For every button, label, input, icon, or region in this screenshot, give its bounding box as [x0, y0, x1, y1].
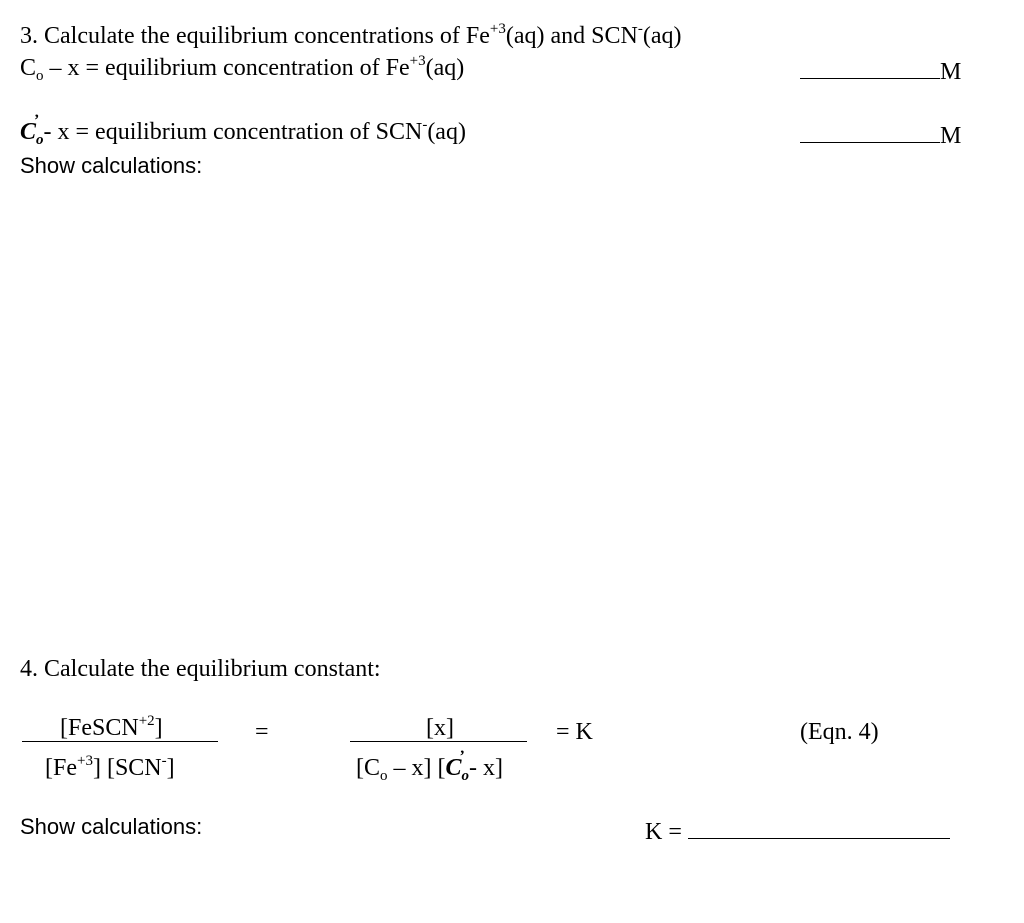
scn-answer-blank[interactable]	[800, 120, 940, 143]
fraction2-denominator: $[C_o - x]$ [$C_o$ ’ - x]	[356, 748, 503, 784]
q3-scn-equation: $C_o$ ’ - x = equilibrium concentration of SCN-(aq)	[20, 112, 466, 148]
scn-unit: M	[940, 123, 962, 149]
q3-show-calculations: Show calculations:	[20, 153, 203, 178]
k-answer-blank[interactable]	[688, 816, 950, 839]
q3-title: 3. Calculate the equilibrium concentrations of $Fe^{+3}(aq)$ and SCN-(aq)	[20, 21, 682, 49]
fraction2-bar	[350, 741, 527, 742]
equals-sign: =	[255, 719, 269, 745]
q3-fe-equation: $C_o$ – x = equilibrium concentration of $Fe^{+3}(aq)$	[20, 53, 465, 84]
q4-show-calculations: Show calculations:	[20, 814, 203, 839]
k-answer[interactable]	[645, 816, 950, 844]
q3-fe-answer[interactable]	[800, 56, 961, 84]
q3-scn-answer[interactable]	[800, 120, 961, 148]
equation-label: (Eqn. 4)	[800, 719, 879, 745]
fraction1-denominator: $[Fe^{+3}]$ [SCN-]	[45, 753, 175, 781]
q4-title: 4. Calculate the equilibrium constant:	[20, 656, 381, 682]
fraction2-numerator: [x]	[426, 715, 454, 741]
fraction1-bar	[22, 741, 218, 742]
equals-k: = K	[556, 719, 593, 745]
fe-unit: M	[940, 59, 962, 85]
fraction1-numerator: [FeSCN$^{+2}$]	[60, 713, 163, 741]
k-label: K =	[645, 819, 682, 845]
fe-answer-blank[interactable]	[800, 56, 940, 79]
